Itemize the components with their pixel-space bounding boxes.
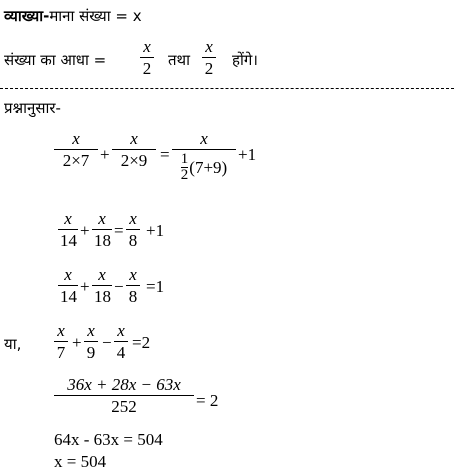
eq4-tail: =2 (132, 333, 151, 352)
eq1-fraction-1: x 2×7 (54, 130, 98, 169)
eq1-fraction-3: x 1 2 (7+9) (172, 130, 236, 183)
eq3-tail: =1 (146, 277, 165, 296)
eq4-minus: − (102, 333, 112, 352)
eq3-fraction-1: x 14 (60, 265, 77, 306)
explanation-label: व्याख्या- (4, 7, 50, 25)
eq4-plus: + (72, 333, 82, 352)
assume-text: माना संख्या = x (49, 7, 142, 25)
eq2-fraction-2: x 18 (94, 209, 111, 250)
eq5-tail: = 2 (196, 391, 219, 410)
eq3-fraction-2: x 18 (94, 265, 111, 306)
and-text: तथा (168, 51, 191, 69)
eq2-fraction-3: x 8 (126, 210, 140, 249)
half-prefix: संख्या का आधा = (4, 51, 107, 69)
half-fraction-1: x 2 (140, 38, 154, 77)
divider-rule (0, 88, 454, 89)
eq3-minus: − (114, 277, 124, 296)
eq2-equals: = (114, 221, 124, 240)
eq1-tail: +1 (238, 145, 257, 164)
eq4-fraction-2: x 9 (84, 322, 98, 361)
eq6-line: 64x - 63x = 504 (54, 430, 163, 449)
half-fraction-2: x 2 (202, 38, 216, 77)
eq5-fraction: 36x + 28x − 63x 252 (54, 376, 194, 415)
eq1-plus: + (100, 145, 110, 164)
eq1-equals: = (160, 145, 170, 164)
eq1-fraction-2: x 2×9 (112, 130, 156, 169)
intro-line-1 (4, 6, 142, 26)
eq2-tail: +1 (146, 221, 165, 240)
will-be-text: होंगे। (232, 51, 258, 69)
eq7-line: x = 504 (54, 452, 107, 471)
eq3-fraction-3: x 8 (126, 266, 140, 305)
eq2-plus: + (80, 221, 90, 240)
eq3-plus: + (80, 277, 90, 296)
or-prefix: या, (4, 335, 22, 353)
eq2-fraction-1: x 14 (60, 209, 77, 250)
eq4-fraction-3: x 4 (114, 322, 128, 361)
eq4-fraction-1: x 7 (54, 322, 68, 361)
section-label: प्रश्नानुसार- (4, 99, 61, 117)
